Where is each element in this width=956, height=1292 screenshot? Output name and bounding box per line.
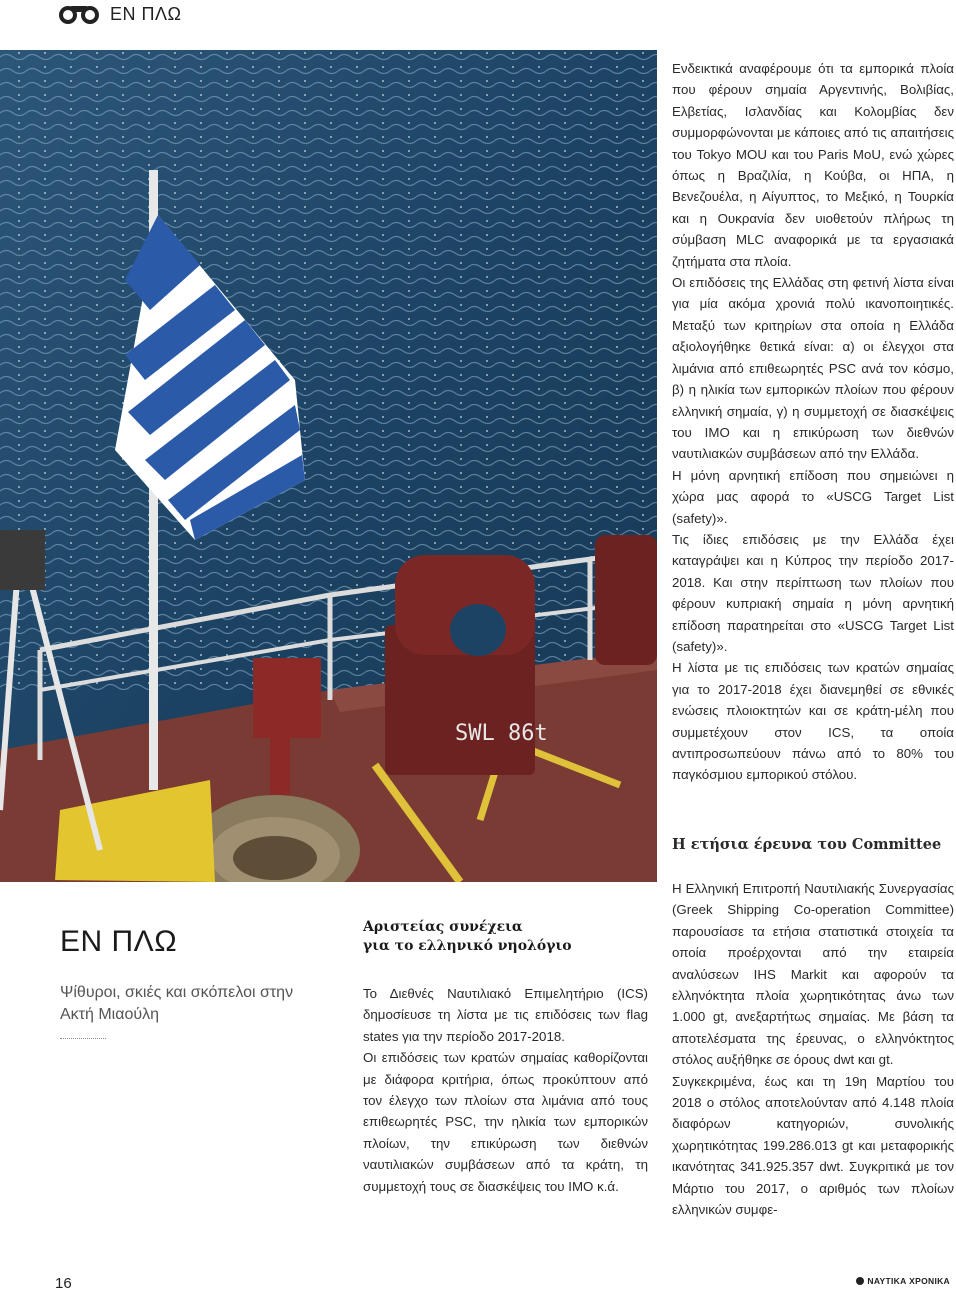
stencil-text: SWL 86t [455, 721, 548, 746]
binoculars-icon [57, 3, 101, 25]
paragraph: Συγκεκριμένα, έως και τη 19η Μαρτίου του 2018 ο στόλος αποτελούνταν από 4.148 πλοία διαφόρων κατηγοριών, συνολικής χωρητικότητας 199.286.013 gt και μεταφορικής ικανότητας 341.925.357 dwt. Συγκριτικά με τον Μάρτιο του 2017, ο αριθμός των πλοίων ελληνικών συμφε- [672, 1073, 954, 1218]
page-number: 16 [55, 1275, 72, 1292]
page-header [0, 0, 956, 32]
magazine-logo [856, 1276, 950, 1286]
paragraph: Το Διεθνές Ναυτιλιακό Επιμελητήριο (ICS) δημοσίευσε τη λίστα με τις επιδόσεις των flag states για την περίοδο 2017-2018. [363, 986, 648, 1044]
logo-dot-icon [856, 1277, 864, 1285]
article-heading [363, 918, 653, 956]
heading-line: Αριστείας συνέχεια [363, 919, 523, 935]
right-column-text [672, 58, 954, 786]
paragraph: Η μόνη αρνητική επίδοση που σημειώνει η χώρα μας αφορά το «USCG Target List (safety)». [672, 467, 954, 526]
column-title: ΕΝ ΠΛΩ [60, 925, 178, 958]
article-body [363, 983, 648, 1197]
paragraph: Οι επιδόσεις της Ελλάδας στη φετινή λίστα είναι για μία ακόμα χρονιά πολύ ικανοποιητικές. Μεταξύ των κριτηρίων στα οποία η Ελλάδα αξιολογήθηκε θετικά είναι: α) οι έλεγχοι στα λιμάνια από επιθεωρητές PSC ανά τον κόσμο, β) η ηλικία των εμπορικών πλοίων που φέρουν ελληνική σημαία, γ) η συμμετοχή σε διασκέψεις του IMO και η επικύρωση των διεθνών ναυτιλιακών συμβάσεων από την Ελλάδα. [672, 275, 954, 462]
paragraph: Η λίστα με τις επιδόσεις των κρατών σημαίας για το 2017-2018 έχει διανεμηθεί σε εθνικές ενώσεις πλοιοκτητών και σε κράτη-μέλη που συμμετέχουν στον ICS, τα οποία αντιπροσωπεύουν πάνω από το 80% του παγκόσμιου εμπορικού στόλου. [672, 660, 954, 783]
heading-line: για το ελληνικό νηολόγιο [363, 938, 572, 954]
paragraph: Οι επιδόσεις των κρατών σημαίας καθορίζονται με διάφορα κριτήρια, όπως προκύπτουν από τον έλεγχο των πλοίων στα λιμάνια από τους επιθεωρητές PSC, την ηλικία των εμπορικών πλοίων, την επικύρωση των διεθνών ναυτιλιακών συμβάσεων από τα κράτη, τη συμμετοχή τους σε διασκέψεις του IMO κ.ά. [363, 1050, 648, 1194]
magazine-name: ΝΑΥΤΙΚΑ ΧΡΟΝΙΚΑ [867, 1276, 950, 1286]
paragraph: Ενδεικτικά αναφέρουμε ότι τα εμπορικά πλοία που φέρουν σημαία Αργεντινής, Βολιβίας, Ελβετίας, Ισλανδίας και Κολομβίας δεν συμμορφώνονται με κάποιες από τις απαιτήσεις του Tokyo MOU και του Paris MoU, ενώ χώρες όπως η Βραζιλία, η Κούβα, οι ΗΠΑ, η Βενεζουέλα, η Αίγυπτος, το Μεξικό, η Τουρκία και η Ουκρανία δεν υιοθετούν πλήρως τη σύμβαση MLC αναφορικά με τα εργασιακά ζητήματα στα πλοία. [672, 61, 954, 269]
dotted-divider [60, 1038, 106, 1039]
right-column-text-2 [672, 878, 954, 1221]
section-subheading: Η ετήσια έρευνα του Committee [672, 836, 942, 853]
ship-deck-photo [0, 50, 657, 882]
column-subtitle: Ψίθυροι, σκιές και σκόπελοι στην Ακτή Μιαούλη [60, 984, 294, 1023]
paragraph: Η Ελληνική Επιτροπή Ναυτιλιακής Συνεργασίας (Greek Shipping Co-operation Committee) παρουσίασε τα ετήσια στατιστικά στοιχεία τα οποία προέρχονται από την εταιρεία αναλύσεων IHS Markit και αφορούν τα ελληνόκτητα πλοία χωρητικότητας άνω των 1.000 gt, ανεξαρτήτως σημαίας. Με βάση τα αποτελέσματα της έρευνας, ο ελληνόκτητος στόλος αυξήθηκε σε όρους dwt και gt. [672, 881, 954, 1068]
section-tag: ΕΝ ΠΛΩ [110, 4, 182, 24]
paragraph: Τις ίδιες επιδόσεις με την Ελλάδα έχει καταγράψει και η Κύπρος την περίοδο 2017-2018. Και στην περίπτωση των πλοίων που φέρουν κυπριακή σημαία η μόνη αρνητική επίδοση παρατηρείται στο «USCG Target List (safety)». [672, 531, 954, 654]
